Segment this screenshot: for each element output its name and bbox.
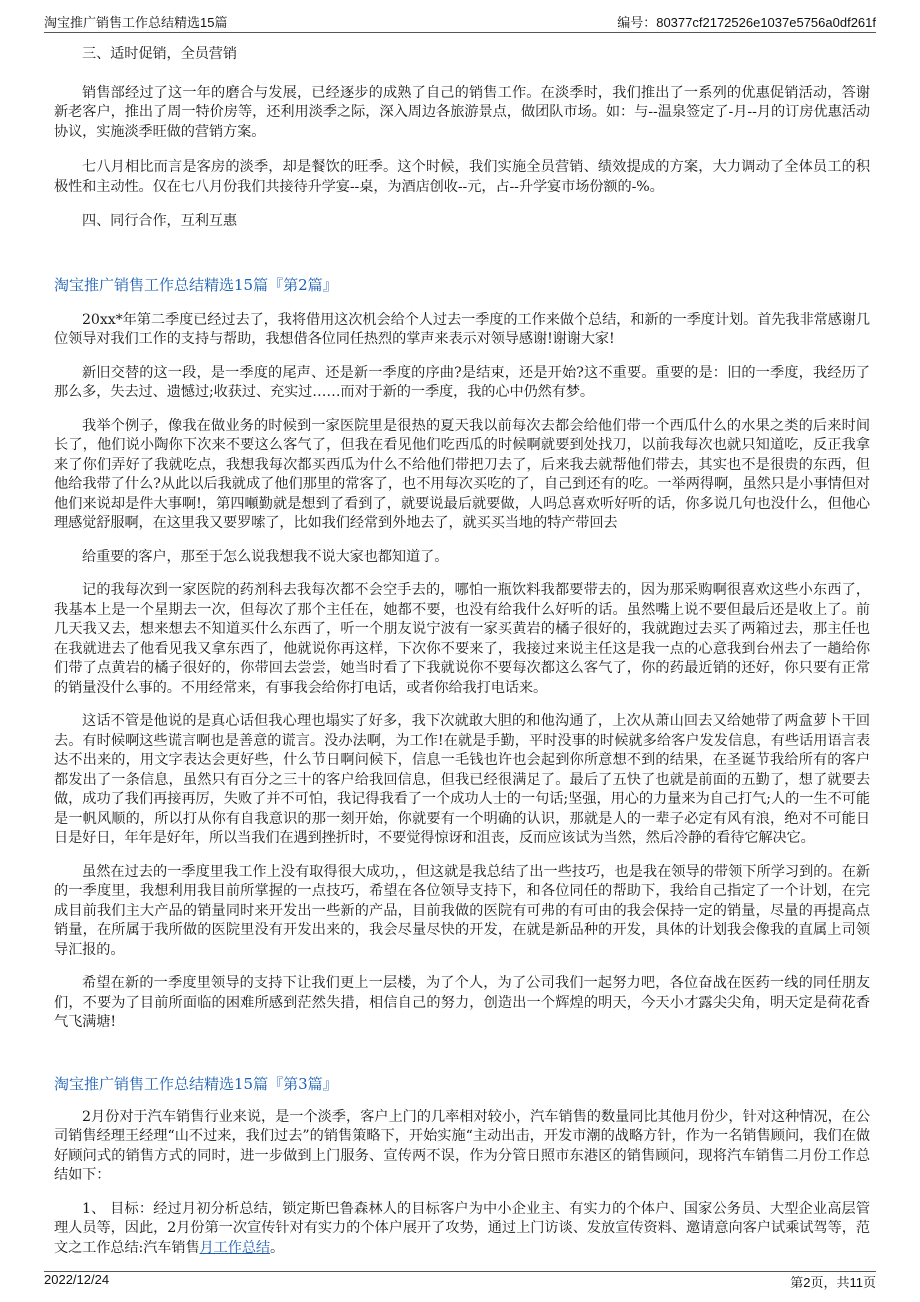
page-number: 第2页，共11页 (790, 1275, 876, 1290)
section-heading: 四、同行合作，互利互惠 (82, 213, 237, 229)
doc-title: 淘宝推广销售工作总结精选15篇 (44, 15, 228, 30)
paragraph: 虽然在过去的一季度里我工作上没有取得很大成功，，但这就是我总结了出一些技巧，也是我在领导的带领下所学习到的。在新的一季度里，我想利用我目前所掌握的一点技巧，希望在各位领导支持下，和各位同任的帮助下，我给自己指定了一个计划，在完成目前我们主大产品的销量同时来开发出一些新的产品，目前我做的医院有可弗的有可由的我会保持一定的销量，尽量的再提高点销量，在所属于我所做的医院里没有开发出来的，我会尽量尽快的开发，在就是新品种的开发，具体的计划我会像我的直属上司领导汇报的。 (54, 863, 870, 958)
paragraph: 七八月相比而言是客房的淡季，却是餐饮的旺季。这个时候，我们实施全员营销、绩效提成的方案，大力调动了全体员工的积极性和主动性。仅在七八月份我们共接待升学宴--桌，为酒店创收--元，占--升学宴市场份额的-%。 (54, 159, 870, 195)
doc-id: 编号：80377cf2172526e1037e5756a0df261f (617, 15, 876, 30)
document-body (54, 42, 870, 1258)
paragraph: 2月份对于汽车销售行业来说，是一个淡季，客户上门的几率相对较小，汽车销售的数量同比其他月份少，针对这种情况，在公司销售经理王经理“山不过来，我们过去”的销售策略下，开始实施“主动出击，开发市潮的战略方针，作为一名销售顾问，我们在做好顾问式的销售方式的同时，进一步做到上门服务、宣传两不误，作为分管日照市东港区的销售顾问，现将汽车销售二月份工作总结如下： (54, 1108, 870, 1183)
paragraph-text: 1、 目标：经过月初分析总结，锁定斯巴鲁森林人的目标客户为中小企业主、有实力的个体户、国家公务员、大型企业高层管理人员等，因此，2月份第一次宣传针对有实力的个体户展开了攻势，通过上门访谈、发放宣传资料、邀请意向客户试乘试驾等，范文之工作总结:汽车销售 (54, 1200, 870, 1256)
paragraph: 销售部经过了这一年的磨合与发展，已经逐步的成熟了自己的销售工作。在淡季时，我们推出了一系列的优惠促销活动，答谢新老客户，推出了周一特价房等，还利用淡季之际，深入周边各旅游景点，做团队市场。如：与--温泉签定了-月--月的订房优惠活动协议，实施淡季旺做的营销方案。 (54, 84, 870, 140)
paragraph-end: 。 (270, 1239, 285, 1256)
section-title-3: 淘宝推广销售工作总结精选15篇『第3篇』 (54, 1074, 338, 1093)
paragraph: 给重要的客户，那至于怎么说我想我不说大家也都知道了。 (82, 548, 449, 565)
paragraph: 记的我每次到一家医院的药剂科去我每次都不会空手去的，哪怕一瓶饮料我都要带去的，因为那采购啊很喜欢这些小东西了，我基本上是一个星期去一次，但每次了那个主任在，她都不要，也没有给我什么好听的话。虽然嘴上说不要但最后还是收上了。前几天我又去，想来想去不知道买什么东西了，听一个朋友说宁波有一家买黄岩的橘子很好的，我就跑过去买了两箱过去，那主任也在我就进去了他看见我又拿东西了，他就说你再这样，下次你不要来了，我接过来说主任这是我一点的心意我到台州去了一趟给你们带了点黄岩的橘子很好的，你带回去尝尝，她当时看了下我就说你不要每次都这么客气了，你的药最近销的还好，你只要有正常的销量没什么事的。不用经常来，有事我会给你打电话，或者你给我打电话来。 (54, 582, 870, 696)
paragraph: 希望在新的一季度里领导的支持下让我们更上一层楼，为了个人，为了公司我们一起努力吧，各位奋战在医药一线的同任朋友们，不要为了目前所面临的困难所感到茫然失措，相信自己的努力，创造出一个辉煌的明天，今天小才露尖尖角，明天定是荷花香气飞满塘! (54, 975, 870, 1030)
paragraph: 新旧交替的这一段，是一季度的尾声、还是新一季度的序曲?是结束，还是开始?这不重要。重要的是：旧的一季度，我经历了那么多，失去过、遗憾过;收获过、充实过……而对于新的一季度，我的心中仍然有梦。 (54, 364, 870, 400)
header-divider (44, 32, 876, 33)
summary-link[interactable]: 月工作总结 (199, 1239, 271, 1256)
footer-date: 2022/12/24 (44, 1272, 110, 1287)
paragraph: 20xx*年第二季度已经过去了，我将借用这次机会给个人过去一季度的工作来做个总结，和新的一季度计划。首先我非常感谢几位领导对我们工作的支持与帮助，我想借各位同任热烈的掌声来表示对领导感谢!谢谢大家! (54, 311, 870, 347)
page-header (44, 13, 876, 31)
section-title-2: 淘宝推广销售工作总结精选15篇『第2篇』 (54, 275, 338, 294)
section-heading: 三、适时促销，全员营销 (82, 46, 237, 62)
paragraph: 我举个例子，像我在做业务的时候到一家医院里是很热的夏天我以前每次去都会给他们带一个西瓜什么的水果之类的后来时间长了，他们说小陶你下次来不要这么客气了，但我在看见他们吃西瓜的时候啊就要到处找刀，以前我每次也就只知道吃，反正我拿来了你们弄好了我就吃点，我想我每次都买西瓜为什么不给他们带把刀去了，后来我去就帮他们带去，其实也不是很贵的东西，但他给我带了什么?从此以后我就成了他们那里的常客了，也不用每次买吃的了，自己到还有的吃。一举两得啊，虽然只是小事情但对他们来说却是件大事啊!，第四噸勤就是想到了看到了，就要说最后就要做，人吗总喜欢听好听的话，你多说几句也没什么，但他心理感觉舒服啊，在这里我又要罗嗦了，比如我们经常到外地去了，就买买当地的特产带回去 (54, 417, 870, 531)
paragraph: 这话不管是他说的是真心话但我心理也塌实了好多，我下次就敢大胆的和他沟通了，上次从萧山回去又给她带了两盒萝卜干回去。有时候啊这些谎言啊也是善意的谎言。没办法啊，为工作!在就是手勤，平时没事的时候就多给客户发发信息，有些话用语言表达不出来的，用文字表达会更好些，什么节日啊问候下，信息一毛钱也许也会起到你所意想不到的结果，在圣诞节我给所有的客户都发出了一条信息，虽然只有百分之三十的客户给我回信息，但我已经很满足了。最后了五快了也就是前面的五勤了，想了就要去做，成功了我们再接再厉，失败了并不可怕，我记得我看了一个成功人士的一句话;坚强，用心的力量来为自己打气;人的一生不可能是一帆风顺的，所以打从你有自我意识的那一刻开始，你就要有一个明确的认识，那就是人的一辈子必定有风有浪，绝对不可能日日是好日，年年是好年，所以当我们在遇到挫折时，不要觉得惊讶和沮丧，反而应该试为当然，然后冷静的看待它解决它。 (54, 713, 870, 846)
paragraph (54, 1200, 870, 1259)
page-footer (44, 1272, 876, 1291)
